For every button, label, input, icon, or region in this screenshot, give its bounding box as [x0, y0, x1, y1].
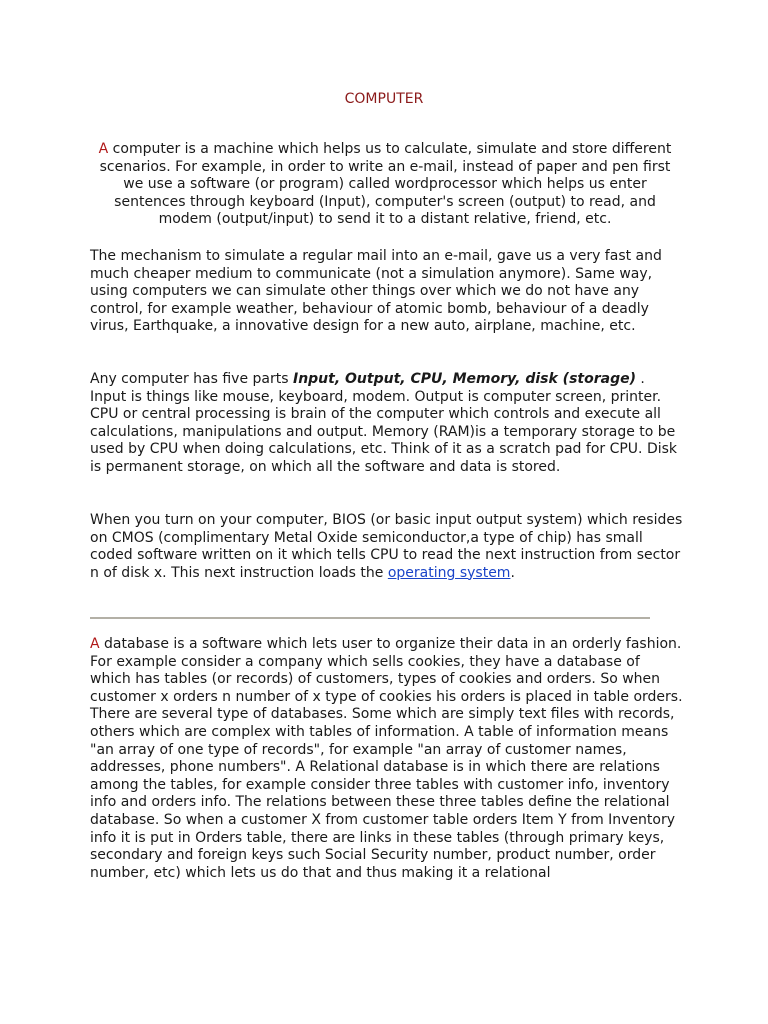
drop-cap: A: [98, 141, 109, 157]
drop-cap: A: [90, 636, 100, 652]
bios-end: .: [510, 564, 515, 581]
parts-rest: . Input is things like mouse, keyboard, modem. Output is computer screen, printer. CPU or central processing is brain of the computer which controls and execute all calculations, manipulations and output. Memory (RAM)is a temporary storage to be used by CPU when doing calculations, etc. Think of it as a scratch pad for CPU. Disk is permanent storage, on which all the software and data is stored.: [90, 371, 678, 475]
database-paragraph: [90, 636, 684, 882]
parts-emphasis: Input, Output, CPU, Memory, disk (storage): [292, 371, 636, 387]
bios-text: When you turn on your computer, BIOS (or basic input output system) which resides on CMOS (complimentary Metal Oxide semiconductor,a type of chip) has small coded software written on it which tells CPU to read the next instruction from sector n of disk x. This next instruction loads the: [90, 512, 683, 581]
section-divider: [90, 617, 650, 619]
mechanism-paragraph: The mechanism to simulate a regular mail into an e-mail, gave us a very fast and much cheaper medium to communicate (not a simulation anymore). Same way, using computers we can simulate other things over which we do not have any control, for example weather, behaviour of atomic bomb, behaviour of a deadly virus, Earthquake, a innovative design for a new auto, airplane, machine, etc.: [90, 248, 662, 335]
intro-paragraph: [90, 141, 680, 229]
database-text: database is a software which lets user to organize their data in an orderly fashion. For example consider a company which sells cookies, they have a database of which has tables (or records) of customers, types of cookies and orders. So when customer x orders n number of x type of cookies his orders is placed in table orders. There are several type of databases. Some which are simply text files with records, others which are complex with tables of information. A table of information means "an array of one type of records", for example "an array of customer names, addresses, phone numbers". A Relational database is in which there are relations among the tables, for example consider three tables with customer info, inventory info and orders info. The relations between these three tables define the relational database. So when a customer X from customer table orders Item Y from Inventory info it is put in Orders table, there are links in these tables (through primary keys, secondary and foreign keys such Social Security number, product number, order number, etc) which lets us do that and thus making it a relational: [90, 636, 683, 881]
operating-system-link[interactable]: operating system: [387, 564, 511, 581]
page-title: COMPUTER: [344, 91, 424, 107]
parts-lead: Any computer has five parts: [90, 371, 293, 387]
parts-paragraph: [90, 371, 684, 477]
intro-text: computer is a machine which helps us to calculate, simulate and store different scenarios. For example, in order to write an e-mail, instead of paper and pen first we use a software (or program) called wordprocessor which helps us enter sentences through keyboard (Input), computer's screen (output) to read, and modem (output/input) to send it to a distant relative, friend, etc.: [99, 141, 672, 228]
bios-paragraph: [90, 512, 684, 582]
